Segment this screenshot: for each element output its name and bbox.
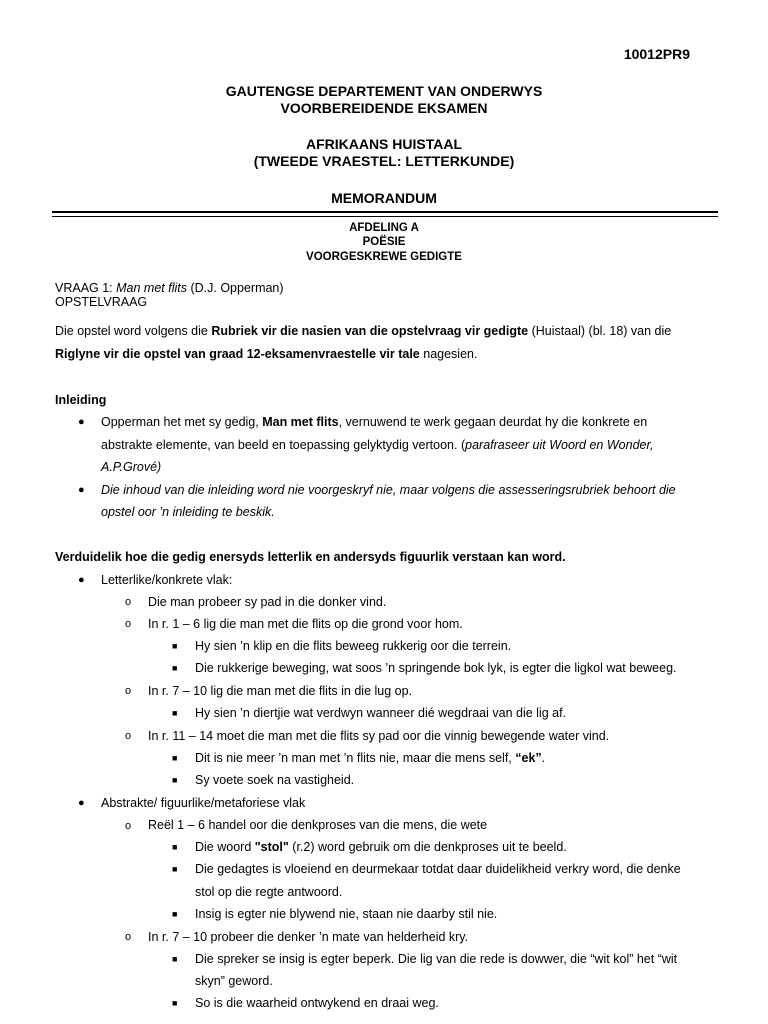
abstrak-subitem: So is die waarheid ontwykend en draai weg.: [195, 996, 439, 1010]
text-bold: "stol": [254, 840, 289, 854]
poem-author: (D.J. Opperman): [187, 281, 284, 295]
text-bold: Man met flits: [262, 415, 339, 429]
question-type: OPSTELVRAAG: [55, 295, 148, 309]
circle-bullet-icon: o: [125, 596, 132, 608]
circle-bullet-icon: o: [125, 618, 132, 630]
abstrak-item: In r. 7 – 10 probeer die denker ’n mate van helderheid kry.: [148, 930, 469, 944]
square-bullet-icon: ■: [172, 775, 178, 785]
verduidelik-heading: Verduidelik hoe die gedig enersyds letterlik en andersyds figuurlik verstaan kan word.: [55, 550, 566, 564]
department-title: GAUTENGSE DEPARTEMENT VAN ONDERWYS: [225, 83, 543, 99]
text-italic: parafraseer uit Woord en Wonder,: [465, 438, 654, 452]
letterlik-heading: Letterlike/konkrete vlak:: [101, 573, 233, 587]
intro-text: nagesien.: [419, 347, 478, 361]
square-bullet-icon: ■: [172, 998, 178, 1008]
afdeling-heading: AFDELING A: [349, 222, 419, 234]
intro-bold: Riglyne vir die opstel van graad 12-eksamenvraestelle vir tale: [55, 347, 420, 361]
inleiding-bullet-2-line-2: opstel oor ’n inleiding te beskik.: [101, 505, 275, 519]
intro-bold: Rubriek vir die nasien van die opstelvraag vir gedigte: [211, 324, 529, 338]
double-rule-top: [52, 211, 718, 213]
text: Die woord: [195, 840, 255, 854]
inleiding-bullet-1-line-1: [101, 415, 647, 430]
subject-title: AFRIKAANS HUISTAAL: [305, 136, 463, 152]
abstrak-item: Reël 1 – 6 handel oor die denkproses van die mens, die wete: [148, 818, 488, 832]
letterlik-item: In r. 11 – 14 moet die man met die flits sy pad oor die vinnig bewegende water vind.: [148, 729, 610, 743]
text: Opperman het met sy gedig,: [101, 415, 263, 429]
genre-heading: POËSIE: [362, 236, 406, 248]
text: .: [541, 751, 546, 765]
text: Dit is nie meer ’n man met ’n flits nie, maar die mens self,: [195, 751, 516, 765]
bullet-icon: ●: [78, 574, 85, 586]
square-bullet-icon: ■: [172, 663, 178, 673]
square-bullet-icon: ■: [172, 842, 178, 852]
letterlik-item: In r. 7 – 10 lig die man met die flits in die lug op.: [148, 684, 413, 698]
intro-para-line-2: [55, 347, 477, 362]
abstrak-subitem: Die spreker se insig is egter beperk. Die lig van die rede is dowwer, die “wit kol” het “wit: [195, 952, 678, 966]
intro-text: Die opstel word volgens die: [55, 324, 212, 338]
abstrak-heading: Abstrakte/ figuurlike/metaforiese vlak: [101, 796, 306, 810]
abstrak-subitem: Insig is egter nie blywend nie, staan nie daarby stil nie.: [195, 907, 498, 921]
square-bullet-icon: ■: [172, 954, 178, 964]
letterlik-subitem: Sy voete soek na vastigheid.: [195, 773, 355, 787]
abstrak-subitem-cont: skyn” geword.: [195, 974, 273, 988]
question-line: [55, 281, 284, 296]
abstrak-subitem: Die gedagtes is vloeiend en deurmekaar totdat daar duidelikheid verkry word, die denke: [195, 862, 681, 876]
poem-title: Man met flits: [116, 281, 187, 295]
circle-bullet-icon: o: [125, 820, 132, 832]
letterlik-subitem: Die rukkerige beweging, wat soos ’n springende bok lyk, is egter die ligkol wat beweeg.: [195, 661, 677, 675]
intro-para-line-1: [55, 324, 671, 339]
text: abstrakte elemente, van beeld en toepassing gelyktydig vertoon. (: [101, 438, 466, 452]
inleiding-heading: Inleiding: [55, 393, 107, 407]
text: (r.2) word gebruik om die denkproses uit te beeld.: [288, 840, 567, 854]
abstrak-subitem-cont: stol op die regte antwoord.: [195, 885, 343, 899]
exam-title: VOORBEREIDENDE EKSAMEN: [280, 100, 488, 116]
memorandum-title: MEMORANDUM: [331, 190, 437, 206]
document-code: 10012PR9: [623, 46, 690, 62]
paper-title: (TWEEDE VRAESTEL: LETTERKUNDE): [253, 153, 515, 169]
square-bullet-icon: ■: [172, 753, 178, 763]
double-rule-bottom: [52, 216, 718, 217]
inleiding-bullet-2-line-1: Die inhoud van die inleiding word nie voorgeskryf nie, maar volgens die assesseringsrubriek behoort die: [101, 483, 676, 497]
square-bullet-icon: ■: [172, 708, 178, 718]
circle-bullet-icon: o: [125, 730, 132, 742]
letterlik-item: Die man probeer sy pad in die donker vind.: [148, 595, 387, 609]
question-prefix: VRAAG 1:: [55, 281, 117, 295]
inleiding-bullet-1-line-2: [101, 438, 653, 453]
circle-bullet-icon: o: [125, 685, 132, 697]
text-bold: “ek”: [515, 751, 542, 765]
intro-text: (Huistaal) (bl. 18) van die: [528, 324, 672, 338]
square-bullet-icon: ■: [172, 909, 178, 919]
bullet-icon: ●: [78, 797, 85, 809]
letterlik-subitem: Hy sien ’n diertjie wat verdwyn wanneer dié wegdraai van die lig af.: [195, 706, 567, 720]
bullet-icon: ●: [78, 484, 85, 496]
text: , vernuwend te werk gegaan deurdat hy die konkrete en: [338, 415, 648, 429]
section-subtitle: VOORGESKREWE GEDIGTE: [306, 251, 462, 263]
bullet-icon: ●: [78, 416, 85, 428]
inleiding-bullet-1-line-3: A.P.Grové): [101, 460, 162, 474]
letterlik-subitem: Hy sien ’n klip en die flits beweeg rukkerig oor die terrein.: [195, 639, 512, 653]
square-bullet-icon: ■: [172, 641, 178, 651]
letterlik-item: In r. 1 – 6 lig die man met die flits op die grond voor hom.: [148, 617, 463, 631]
square-bullet-icon: ■: [172, 864, 178, 874]
abstrak-subitem: [195, 840, 567, 855]
circle-bullet-icon: o: [125, 931, 132, 943]
letterlik-subitem: [195, 751, 545, 766]
